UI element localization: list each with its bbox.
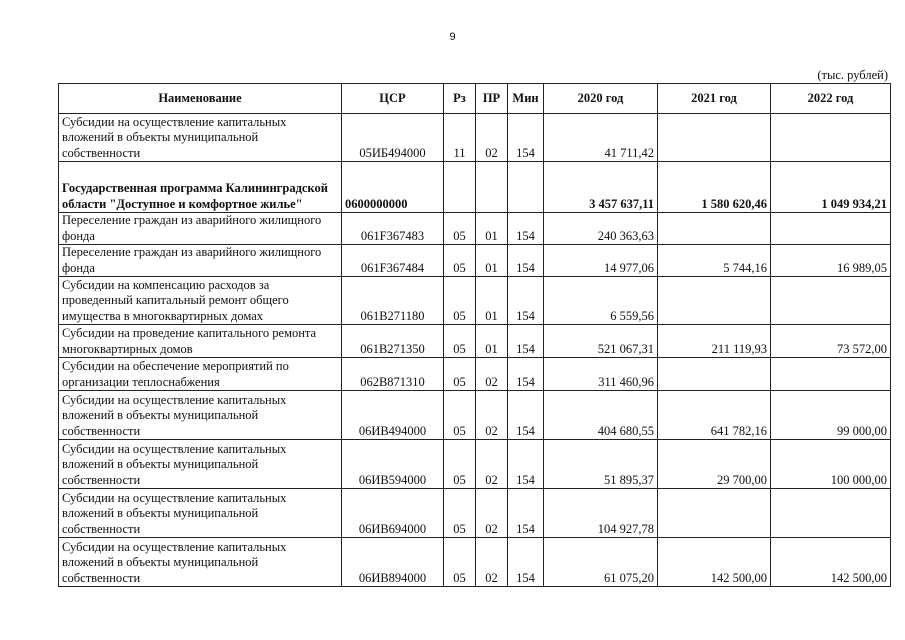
- column-header-csr: ЦСР: [342, 84, 444, 114]
- table-body: [59, 114, 891, 587]
- row-csr: 0600000000: [342, 162, 444, 213]
- row-name: Переселение граждан из аварийного жилищного фонда: [59, 245, 342, 277]
- row-2020: 104 927,78: [544, 489, 658, 538]
- row-min: 154: [508, 489, 544, 538]
- table-row: [59, 358, 891, 391]
- row-pr: 01: [476, 325, 508, 358]
- row-rz: 05: [444, 277, 476, 325]
- row-rz: 05: [444, 440, 476, 489]
- row-2020: 3 457 637,11: [544, 162, 658, 213]
- row-2021: 5 744,16: [658, 245, 771, 277]
- row-rz: 05: [444, 391, 476, 440]
- row-2020: 14 977,06: [544, 245, 658, 277]
- row-pr: 02: [476, 114, 508, 162]
- row-2022: 100 000,00: [771, 440, 891, 489]
- row-min: 154: [508, 114, 544, 162]
- row-2022: 73 572,00: [771, 325, 891, 358]
- table-row: [59, 489, 891, 538]
- column-header-pr: ПР: [476, 84, 508, 114]
- row-csr: 061F367484: [342, 245, 444, 277]
- row-2021: [658, 277, 771, 325]
- column-header-2022: 2022 год: [771, 84, 891, 114]
- units-label: (тыс. рублей): [817, 68, 888, 82]
- row-rz: 05: [444, 325, 476, 358]
- table-row: [59, 114, 891, 162]
- table-row: [59, 538, 891, 587]
- row-csr: 05ИБ494000: [342, 114, 444, 162]
- row-pr: 01: [476, 277, 508, 325]
- row-2021: 29 700,00: [658, 440, 771, 489]
- row-csr: 061B271350: [342, 325, 444, 358]
- row-2021: 142 500,00: [658, 538, 771, 587]
- row-rz: 11: [444, 114, 476, 162]
- row-name: Субсидии на проведение капитального ремонта многоквартирных домов: [59, 325, 342, 358]
- row-name: Субсидии на осуществление капитальных вложений в объекты муниципальной собственности: [59, 391, 342, 440]
- row-min: 154: [508, 538, 544, 587]
- row-2020: 41 711,42: [544, 114, 658, 162]
- row-rz: 05: [444, 358, 476, 391]
- row-2022: [771, 114, 891, 162]
- row-min: [508, 162, 544, 213]
- row-name: Субсидии на осуществление капитальных вложений в объекты муниципальной собственности: [59, 489, 342, 538]
- row-2021: 641 782,16: [658, 391, 771, 440]
- row-pr: 02: [476, 489, 508, 538]
- row-name: Субсидии на компенсацию расходов за проведенный капитальный ремонт общего имущества в многоквартирных домах: [59, 277, 342, 325]
- table-row: [59, 440, 891, 489]
- row-2020: 51 895,37: [544, 440, 658, 489]
- row-2020: 240 363,63: [544, 213, 658, 245]
- row-2022: [771, 213, 891, 245]
- column-header-rz: Рз: [444, 84, 476, 114]
- row-2022: [771, 358, 891, 391]
- row-rz: 05: [444, 489, 476, 538]
- row-rz: 05: [444, 245, 476, 277]
- table-row-program: [59, 162, 891, 213]
- budget-table: [58, 83, 891, 587]
- row-csr: 06ИВ494000: [342, 391, 444, 440]
- row-min: 154: [508, 213, 544, 245]
- page-number: 9: [449, 31, 456, 43]
- row-csr: 061F367483: [342, 213, 444, 245]
- row-rz: 05: [444, 213, 476, 245]
- column-header-name: Наименование: [59, 84, 342, 114]
- row-rz: [444, 162, 476, 213]
- row-2022: 16 989,05: [771, 245, 891, 277]
- row-min: 154: [508, 325, 544, 358]
- row-2020: 311 460,96: [544, 358, 658, 391]
- row-name: Субсидии на обеспечение мероприятий по организации теплоснабжения: [59, 358, 342, 391]
- table-row: [59, 245, 891, 277]
- row-2022: 99 000,00: [771, 391, 891, 440]
- row-pr: 02: [476, 538, 508, 587]
- row-csr: 06ИВ694000: [342, 489, 444, 538]
- row-2021: 211 119,93: [658, 325, 771, 358]
- row-name: Государственная программа Калининградской области "Доступное и комфортное жилье": [59, 162, 342, 213]
- row-2020: 61 075,20: [544, 538, 658, 587]
- row-name: Субсидии на осуществление капитальных вложений в объекты муниципальной собственности: [59, 538, 342, 587]
- row-pr: [476, 162, 508, 213]
- row-2022: [771, 489, 891, 538]
- row-csr: 06ИВ594000: [342, 440, 444, 489]
- row-pr: 01: [476, 245, 508, 277]
- row-min: 154: [508, 358, 544, 391]
- table-header-row: [59, 84, 891, 114]
- table-row: [59, 213, 891, 245]
- row-2021: 1 580 620,46: [658, 162, 771, 213]
- row-2021: [658, 489, 771, 538]
- table-row: [59, 325, 891, 358]
- row-min: 154: [508, 391, 544, 440]
- row-csr: 062B871310: [342, 358, 444, 391]
- column-header-2021: 2021 год: [658, 84, 771, 114]
- table-row: [59, 391, 891, 440]
- row-name: Переселение граждан из аварийного жилищного фонда: [59, 213, 342, 245]
- row-2020: 404 680,55: [544, 391, 658, 440]
- row-rz: 05: [444, 538, 476, 587]
- row-2020: 521 067,31: [544, 325, 658, 358]
- row-2022: 142 500,00: [771, 538, 891, 587]
- column-header-2020: 2020 год: [544, 84, 658, 114]
- row-min: 154: [508, 245, 544, 277]
- column-header-min: Мин: [508, 84, 544, 114]
- row-2022: [771, 277, 891, 325]
- table-row: [59, 277, 891, 325]
- row-min: 154: [508, 440, 544, 489]
- row-pr: 02: [476, 358, 508, 391]
- row-pr: 01: [476, 213, 508, 245]
- row-pr: 02: [476, 391, 508, 440]
- row-name: Субсидии на осуществление капитальных вложений в объекты муниципальной собственности: [59, 114, 342, 162]
- row-pr: 02: [476, 440, 508, 489]
- row-min: 154: [508, 277, 544, 325]
- row-2020: 6 559,56: [544, 277, 658, 325]
- row-csr: 06ИВ894000: [342, 538, 444, 587]
- row-2021: [658, 358, 771, 391]
- row-2021: [658, 213, 771, 245]
- row-name: Субсидии на осуществление капитальных вложений в объекты муниципальной собственности: [59, 440, 342, 489]
- row-2022: 1 049 934,21: [771, 162, 891, 213]
- row-csr: 061B271180: [342, 277, 444, 325]
- row-2021: [658, 114, 771, 162]
